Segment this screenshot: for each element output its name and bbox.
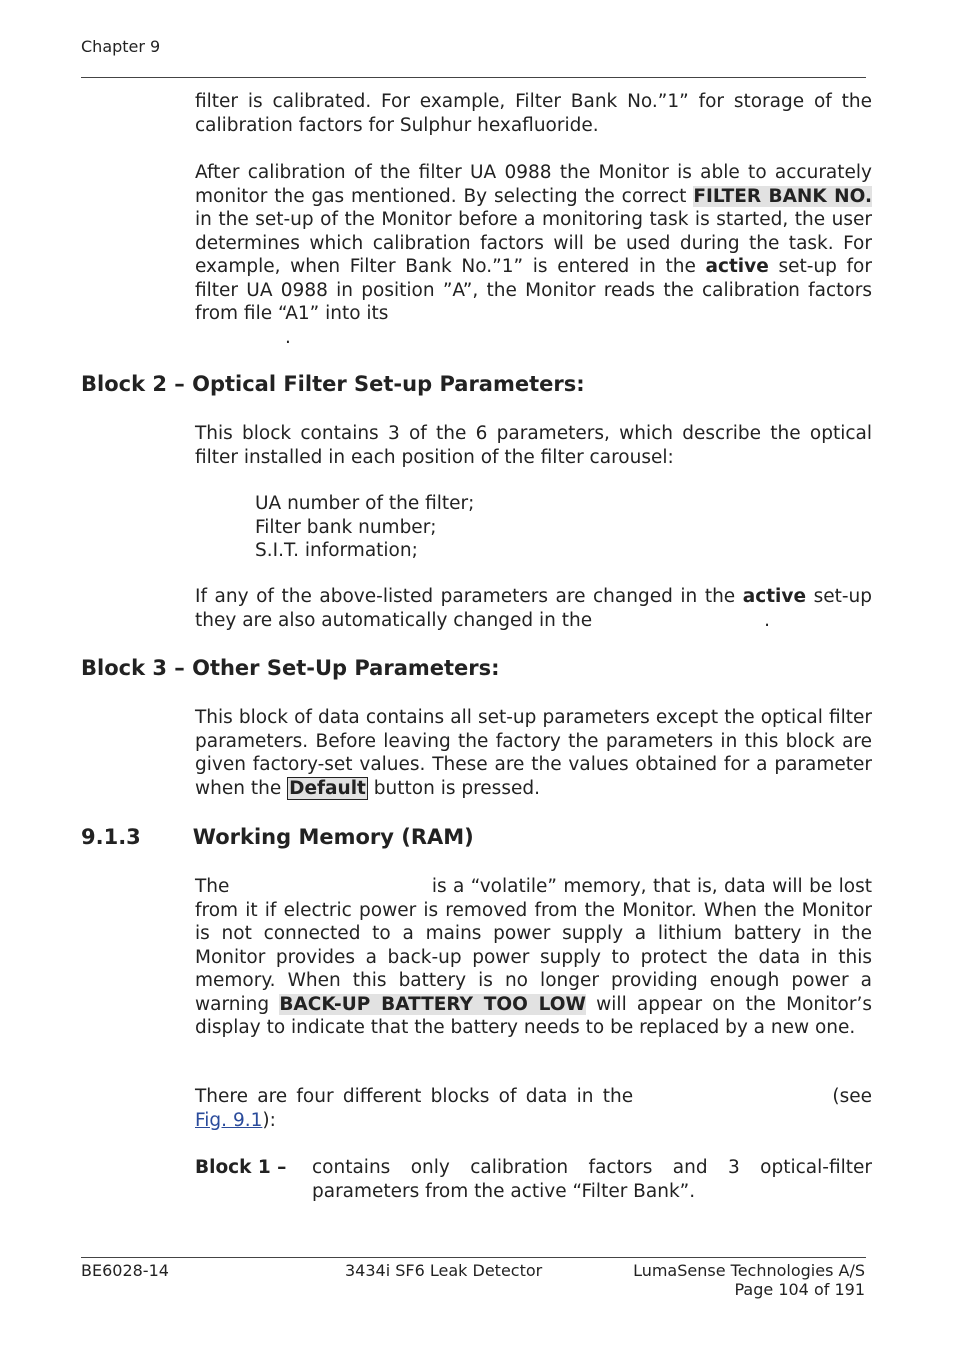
block2-list: [255, 492, 474, 563]
ram-p2-b: (see: [832, 1086, 872, 1107]
filter-bank-no-highlight: FILTER BANK NO.: [693, 185, 872, 207]
block3-text: [195, 706, 872, 800]
block1-label: Block 1 –: [195, 1157, 287, 1178]
block3-text-b: button is pressed.: [373, 777, 540, 799]
block2-active-bold: active: [742, 586, 806, 607]
p2-end: .: [285, 326, 291, 348]
block2-after-text: [195, 585, 872, 632]
footer-doc-number: BE6028-14: [81, 1261, 169, 1280]
ram-p1-b: is a “volatile” memory, that is, data will be lost from it if electric power is removed from the Monitor. When the Monitor is not connected to a mains power supply a lithium battery in the Monitor provides a back-up power supply to protect the data in this memory. When this battery is no longer providing enough power a warning: [195, 876, 872, 1015]
header-rule: [81, 77, 866, 78]
block2-heading: Block 2 – Optical Filter Set-up Parameters:: [81, 372, 585, 396]
fig-9-1-link[interactable]: Fig. 9.1: [195, 1109, 263, 1131]
backup-battery-warning: BACK-UP BATTERY TOO LOW: [279, 993, 586, 1015]
ram-p2-c: ):: [262, 1109, 276, 1131]
list-item: UA number of the filter;: [255, 493, 475, 514]
list-item: Filter bank number;: [255, 516, 437, 538]
p2-text-a: After calibration of the filter UA 0988 the Monitor is able to accurately monitor the gas mentioned. By selecting the correct: [195, 162, 872, 207]
block3-heading: Block 3 – Other Set-Up Parameters:: [81, 656, 500, 680]
ram-paragraph: [195, 875, 872, 1040]
chapter-header: Chapter 9: [81, 37, 161, 56]
block1-text: contains only calibration factors and 3 optical-filter parameters from the active “Filter Bank”.: [312, 1157, 872, 1202]
paragraph-filter-calibrated: filter is calibrated. For example, Filter Bank No.”1” for storage of the calibration factors for Sulphur hexafluoride.: [195, 91, 872, 136]
section-heading: [81, 825, 474, 849]
section-title: Working Memory (RAM): [192, 825, 474, 849]
ram-p2-a: There are four different blocks of data in the: [195, 1086, 634, 1107]
ram-p1-a: The: [195, 876, 230, 897]
ram-p1-c: will appear on the Monitor’s display to indicate that the battery needs to be replaced by a new one.: [195, 993, 872, 1038]
four-blocks-paragraph: [195, 1085, 872, 1132]
block2-after-a: If any of the above-listed parameters are changed in the: [195, 586, 736, 607]
p2-active-bold: active: [705, 256, 769, 277]
footer-rule: [81, 1257, 866, 1258]
paragraph-after-calibration: [195, 161, 872, 349]
p2-text-b: in the set-up of the Monitor before a monitoring task is started, the user determines which calibration factors will be used during the task. For example, when Filter Bank No.”1” is entered in the: [195, 209, 872, 277]
list-item: S.I.T. information;: [255, 540, 418, 561]
block2-after-end: .: [764, 609, 771, 631]
footer-company: LumaSense Technologies A/S: [633, 1261, 865, 1280]
block2-after-b: set-up they are also automatically changed in the: [195, 586, 872, 631]
block1-description: [195, 1156, 872, 1203]
block3-text-a: This block of data contains all set-up parameters except the optical filter parameters. Before leaving the factory the parameters in this block are given factory-set values. These are the values obtained for a parameter when the: [195, 707, 872, 799]
footer-product: 3434i SF6 Leak Detector: [345, 1261, 543, 1280]
footer-page-number: Page 104 of 191: [734, 1280, 865, 1299]
p2-text-c: set-up for filter UA 0988 in position ”A”, the Monitor reads the calibration factors from file “A1” into its: [195, 256, 872, 324]
block2-intro: This block contains 3 of the 6 parameters, which describe the optical filter installed in each position of the filter carousel:: [195, 423, 872, 468]
section-number: 9.1.3: [81, 825, 141, 849]
default-button-label: Default: [289, 777, 366, 799]
